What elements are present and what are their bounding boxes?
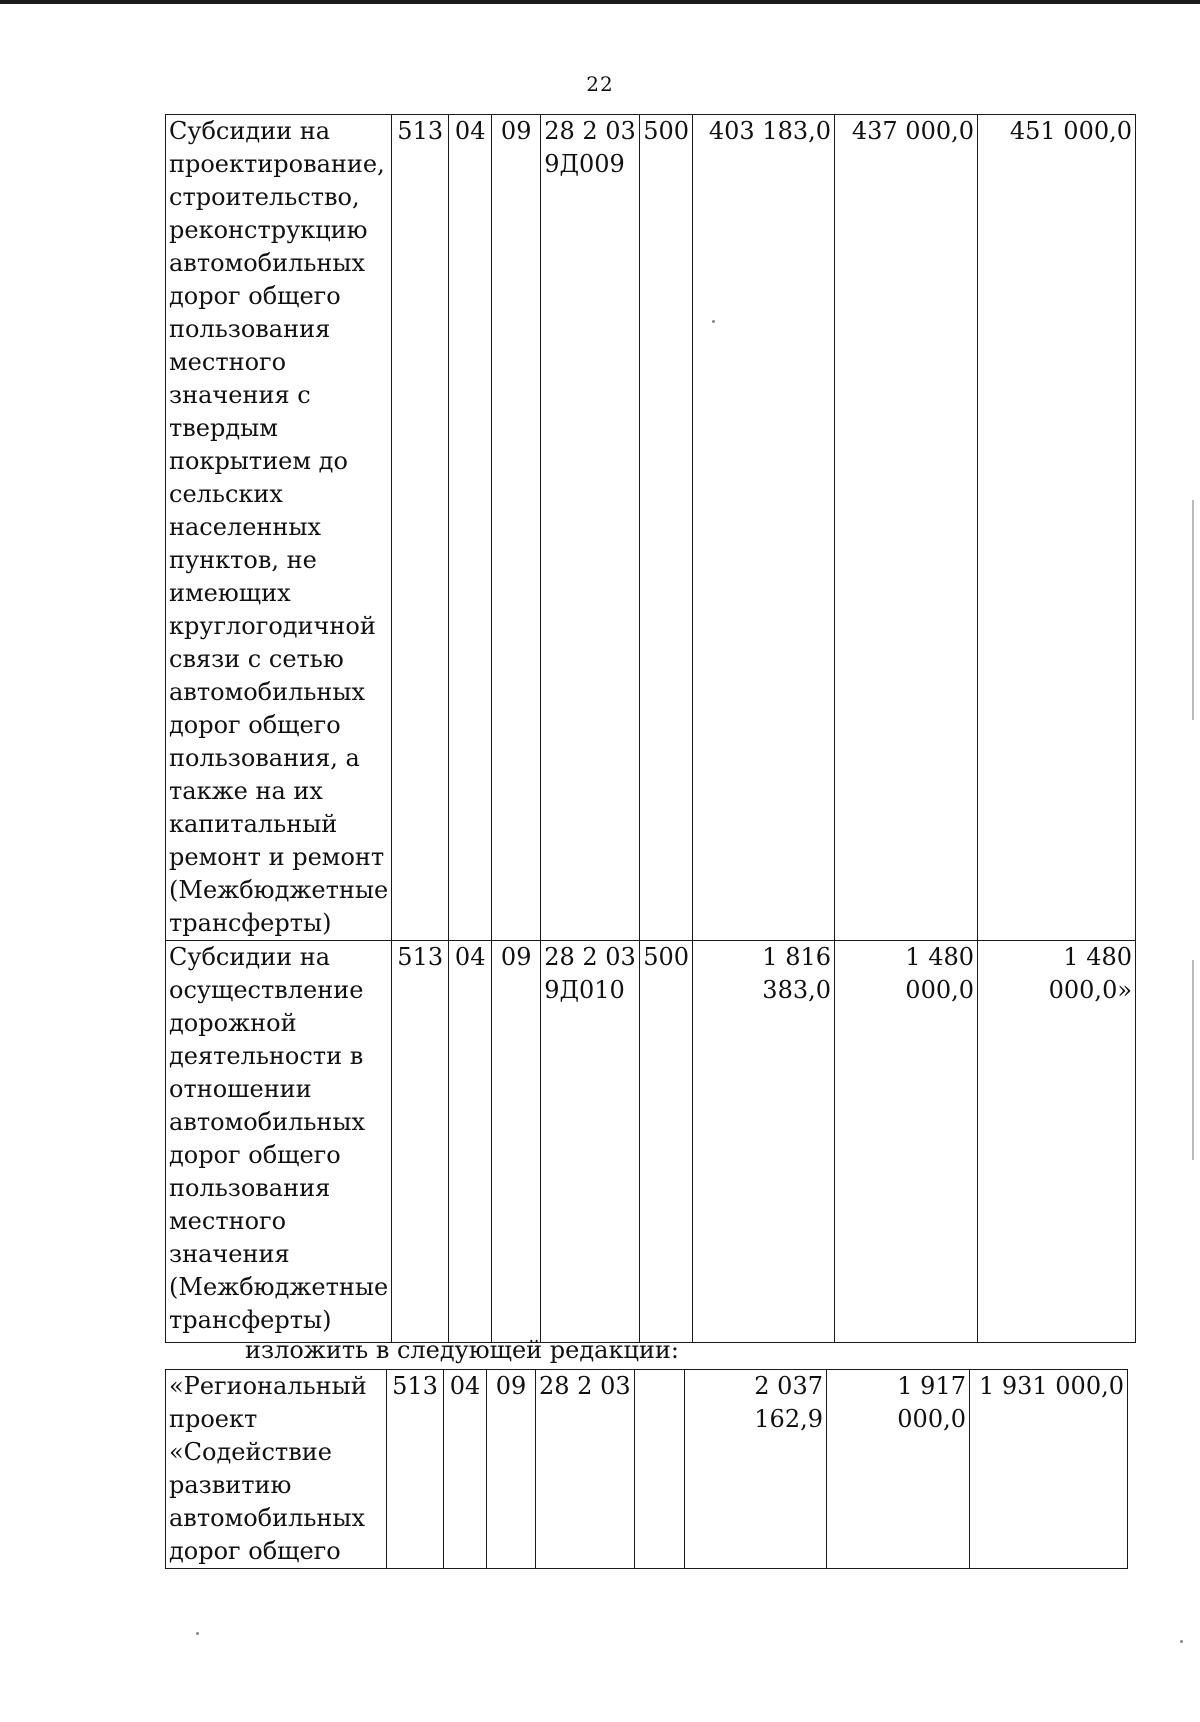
amount-year-3: 1 931 000,0 [970, 1370, 1128, 1569]
scan-speck [1180, 1640, 1183, 1643]
amount-year-1: 1 816 383,0 [693, 941, 835, 1343]
amount-year-2: 437 000,0 [835, 115, 978, 941]
expense-type-code [635, 1370, 685, 1569]
section-code: 04 [444, 1370, 487, 1569]
section-code: 04 [449, 115, 492, 941]
amount-year-1: 403 183,0 [693, 115, 835, 941]
amount-year-3: 1 480 000,0» [978, 941, 1136, 1343]
section-code: 04 [449, 941, 492, 1343]
row-description: «Региональный проект «Содействие развитию автомобильных дорог общего [166, 1370, 387, 1569]
amount-year-2: 1 917 000,0 [827, 1370, 970, 1569]
ministry-code: 513 [387, 1370, 444, 1569]
scan-speck [196, 1632, 199, 1635]
scan-top-edge [0, 0, 1200, 4]
subsection-code: 09 [487, 1370, 536, 1569]
expense-type-code: 500 [640, 941, 693, 1343]
ministry-code: 513 [392, 941, 449, 1343]
amount-year-3: 451 000,0 [978, 115, 1136, 941]
row-description: Субсидии на проектирование, строительство, реконструкцию автомобильных дорог общего пользования местного значения с твердым покрытием до сельских населенных пунктов, не имеющих круглогодичной связи с сетью автомобильных дорог общего пользования, а также на их капитальный ремонт и ремонт (Межбюджетные трансферты) [166, 115, 392, 941]
target-article-code: 28 2 03 9Д009 [541, 115, 640, 941]
ministry-code: 513 [392, 115, 449, 941]
amendment-instruction: изложить в следующей редакции: [245, 1336, 679, 1364]
scan-edge-mark [1192, 500, 1194, 720]
target-article-code: 28 2 03 [536, 1370, 635, 1569]
amount-year-2: 1 480 000,0 [835, 941, 978, 1343]
budget-table-before [165, 114, 1136, 1343]
scan-edge-mark [1192, 960, 1194, 1160]
scan-speck [712, 320, 715, 323]
table-row [166, 115, 1136, 941]
budget-table-after [165, 1369, 1128, 1569]
subsection-code: 09 [492, 941, 541, 1343]
row-description: Субсидии на осуществление дорожной деятельности в отношении автомобильных дорог общего пользования местного значения (Межбюджетные трансферты) [166, 941, 392, 1343]
target-article-code: 28 2 03 9Д010 [541, 941, 640, 1343]
page-number: 22 [586, 72, 614, 96]
amount-year-1: 2 037 162,9 [685, 1370, 827, 1569]
table-row [166, 1370, 1128, 1569]
subsection-code: 09 [492, 115, 541, 941]
expense-type-code: 500 [640, 115, 693, 941]
table-row [166, 941, 1136, 1343]
